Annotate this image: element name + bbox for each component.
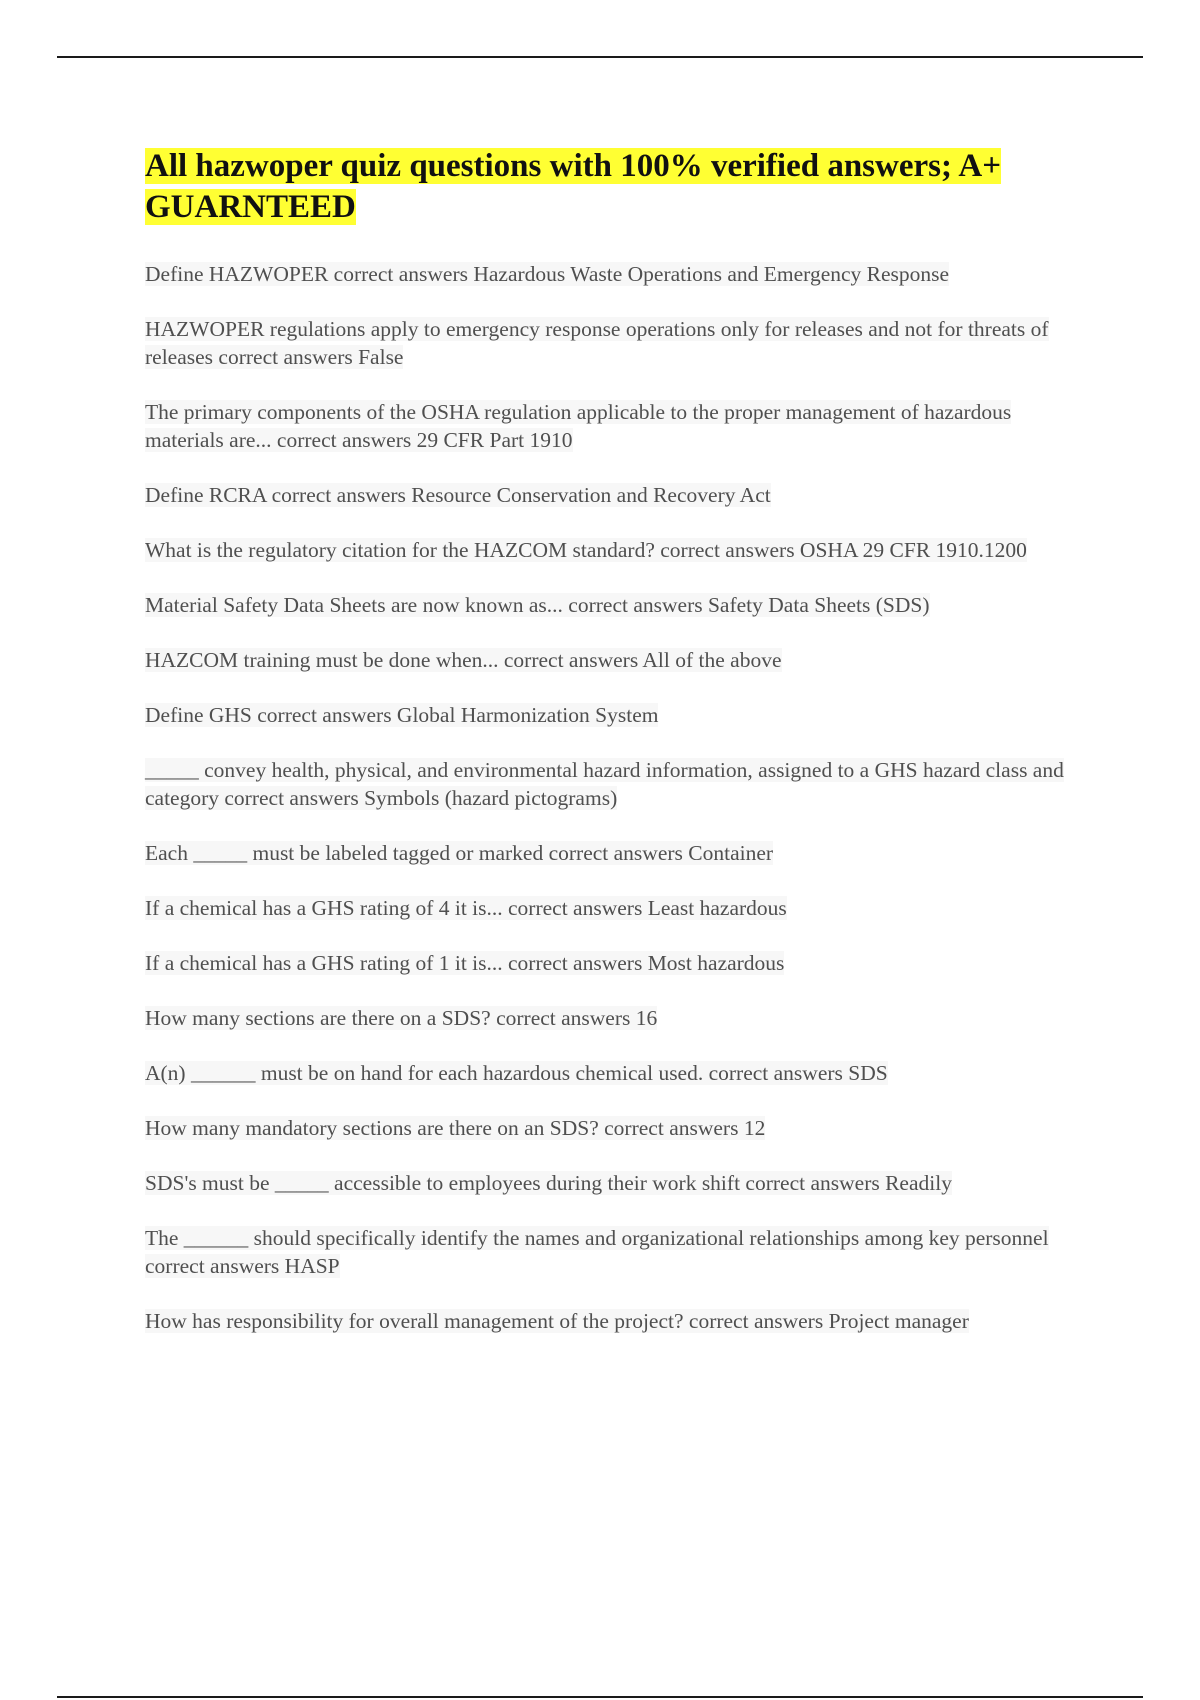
top-rule: [57, 56, 1143, 58]
document-title-text: All hazwoper quiz questions with 100% verified answers; A+ GUARNTEED: [145, 148, 1002, 225]
qa-item: Material Safety Data Sheets are now known as... correct answers Safety Data Sheets (SDS): [145, 593, 930, 617]
qa-item: How has responsibility for overall management of the project? correct answers Project manager: [145, 1309, 969, 1333]
qa-item: What is the regulatory citation for the HAZCOM standard? correct answers OSHA 29 CFR 1910.1200: [145, 538, 1027, 562]
qa-item: Define GHS correct answers Global Harmonization System: [145, 703, 659, 727]
qa-item: Define RCRA correct answers Resource Conservation and Recovery Act: [145, 483, 771, 507]
qa-item: How many sections are there on a SDS? correct answers 16: [145, 1006, 658, 1030]
qa-item: HAZWOPER regulations apply to emergency response operations only for releases and not for threats of releases correct answers False: [145, 317, 1049, 369]
qa-item: The primary components of the OSHA regulation applicable to the proper management of hazardous materials are... correct answers 29 CFR Part 1910: [145, 400, 1012, 452]
document-title: [145, 146, 1090, 228]
qa-item: If a chemical has a GHS rating of 1 it is... correct answers Most hazardous: [145, 951, 785, 975]
qa-item: Each _____ must be labeled tagged or marked correct answers Container: [145, 841, 774, 865]
document-body: [145, 146, 1090, 1362]
qa-item: HAZCOM training must be done when... correct answers All of the above: [145, 648, 782, 672]
qa-item: A(n) ______ must be on hand for each hazardous chemical used. correct answers SDS: [145, 1061, 888, 1085]
qa-item: If a chemical has a GHS rating of 4 it is... correct answers Least hazardous: [145, 896, 787, 920]
qa-list: [145, 260, 1090, 1335]
bottom-rule: [57, 1696, 1143, 1698]
qa-item: The ______ should specifically identify the names and organizational relationships among key personnel correct answers HASP: [145, 1226, 1049, 1278]
qa-item: SDS's must be _____ accessible to employees during their work shift correct answers Readily: [145, 1171, 952, 1195]
qa-item: Define HAZWOPER correct answers Hazardous Waste Operations and Emergency Response: [145, 262, 950, 286]
qa-item: _____ convey health, physical, and environmental hazard information, assigned to a GHS hazard class and category correct answers Symbols (hazard pictograms): [145, 758, 1064, 810]
qa-item: How many mandatory sections are there on an SDS? correct answers 12: [145, 1116, 766, 1140]
